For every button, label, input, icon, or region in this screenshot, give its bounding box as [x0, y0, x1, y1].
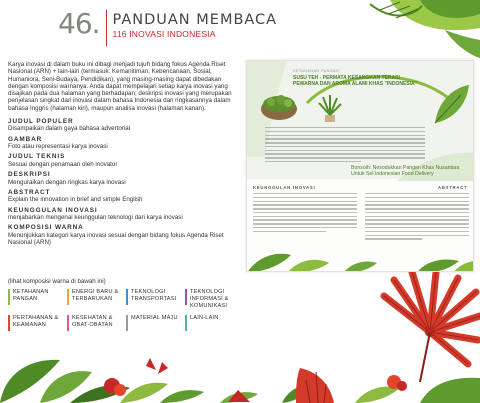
sample-abstract-label: ABSTRACT	[438, 185, 468, 190]
legend-swatch	[67, 289, 69, 305]
sample-page-preview	[246, 60, 474, 272]
leaf-decoration-sample-bottom	[247, 249, 474, 272]
legend-label: TEKNOLOGI INFORMASI & KOMUNIKASI	[190, 289, 229, 309]
legend-label: KESEHATAN & OBAT-OBATAN	[72, 315, 113, 328]
page-number: 46.	[58, 7, 100, 40]
glossary-desc: Sesuai dengan penamaan oleh inovator	[8, 160, 118, 168]
glossary-desc: Menguraikan dengan ringkas karya inovasi	[8, 178, 126, 186]
legend-swatch	[126, 289, 128, 305]
legend-title: (lihat komposisi warna di bawah ini)	[8, 278, 106, 285]
sample-abstract-lines	[365, 193, 469, 242]
title-block	[113, 8, 278, 41]
left-column	[8, 61, 240, 249]
glossary-term: JUDUL TEKNIS	[8, 153, 66, 161]
sample-category: KETAHANAN PANGAN	[293, 69, 340, 73]
legend-label: PERTAHANAN & KEAMANAN	[13, 315, 59, 328]
glossary-term: ABSTRACT	[8, 188, 51, 196]
legend-label: LAIN-LAIN	[190, 315, 219, 321]
leaf-decoration-top-right	[360, 0, 480, 62]
leaf-decoration-sample	[431, 83, 471, 127]
legend-label: ENERGI BARU & TERBARUKAN	[72, 289, 119, 302]
glossary-desc: Disampaikan dalam gaya bahasa advertorial	[8, 125, 131, 133]
sample-advantages-lines	[253, 193, 357, 235]
legend-item	[67, 289, 126, 310]
sample-advantages-label: KEUNGGULAN INOVASI	[253, 185, 316, 190]
header-divider	[106, 10, 107, 46]
legend-item	[185, 289, 247, 310]
page-title: PANDUAN MEMBACA	[112, 12, 278, 28]
color-legend	[8, 278, 248, 331]
legend-label: KETAHANAN PANGAN	[13, 289, 49, 302]
glossary-desc: Foto atau representasi karya inovasi	[8, 143, 108, 151]
legend-item	[8, 289, 67, 310]
sample-english-title: Bonsoih: Nesodukkan Pangan Khas Nusantara Untuk Sel Indonesian Food Delivery	[351, 165, 460, 177]
glossary-term: GAMBAR	[8, 135, 43, 143]
glossary-desc: Menunjukkan kategori karya inovasi sesuai dengan bidang fokus Agenda Riset Nasional (ARN)	[8, 231, 224, 246]
plant-image	[311, 95, 347, 123]
legend-swatch	[8, 289, 10, 305]
glossary-term: KEUNGGULAN INOVASI	[8, 206, 98, 214]
glossary-term: KOMPOSISI WARNA	[8, 224, 84, 232]
page-subtitle: 116 INOVASI INDONESIA	[112, 29, 216, 39]
legend-swatch	[185, 289, 187, 305]
legend-grid	[8, 289, 248, 331]
sample-title: SUSU TEH - PERMATA KESANGKAN TERASI PEWARNA DAN AROMA ALAMI KHAS "INDONESIA"	[293, 75, 417, 87]
glossary-desc: Explain the innovation in brief and simple English	[8, 196, 143, 204]
glossary-term: DESKRIPSI	[8, 171, 51, 179]
bowl-image	[259, 89, 299, 123]
glossary-term: JUDUL POPULER	[8, 118, 74, 126]
legend-label: MATERIAL MAJU	[131, 315, 178, 321]
sample-summary-lines	[265, 127, 425, 165]
glossary-list	[8, 118, 240, 246]
page-header	[58, 8, 277, 48]
intro-paragraph: Karya inovasi di dalam buku ini dibagi menjadi tujuh bidang fokus Agenda Riset Nasional (ARN) + lain-lain (termasuk: Kemanitiman, Kebencanaan, Sosial, Humaniora, Seni-Budaya, Pendidikan), yang masing-masing dapat dibedakan dengan komposisi warnanya. Anda dapat mempelajari setiap karya inovasi yang disajikan pada dua halaman yang berhadapan; deskripsi inovasi yang merupakan penjelasan singkat dari inovasi dalam bahasa Indonesia dan ringkasannya dalam bahasa Inggris (halaman kiri), maupun analisa inovasi (halaman kanan).	[8, 61, 232, 112]
legend-item	[126, 289, 185, 310]
red-palm-leaf-decoration	[380, 272, 480, 382]
glossary-desc: menjabarkan mengenai keunggulan teknologi dari karya inovasi	[8, 214, 183, 221]
legend-label: TEKNOLOGI TRANSPORTASI	[131, 289, 177, 302]
